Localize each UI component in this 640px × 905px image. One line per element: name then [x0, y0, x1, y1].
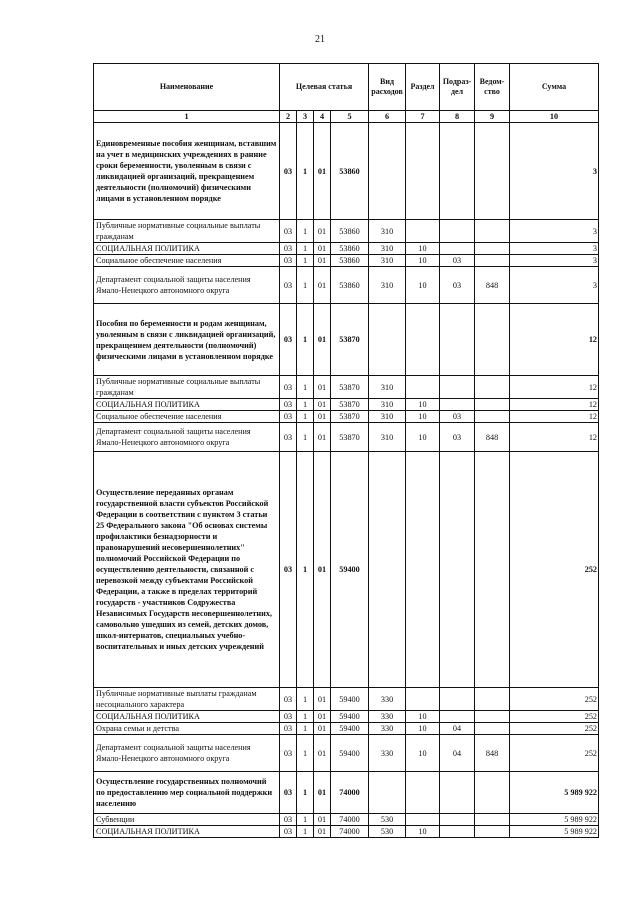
table-row	[94, 376, 599, 399]
cell-code-3: 01	[314, 814, 331, 826]
cell-kind	[369, 304, 406, 376]
cell-code-1: 03	[280, 723, 297, 735]
cell-kind: 530	[369, 814, 406, 826]
cell-code-3: 01	[314, 255, 331, 267]
cell-sum: 3	[510, 123, 599, 220]
cell-subsection: 04	[440, 723, 475, 735]
table-row	[94, 243, 599, 255]
cell-code-3: 01	[314, 399, 331, 411]
cell-code-2: 1	[297, 772, 314, 814]
cell-kind: 330	[369, 711, 406, 723]
cell-sum: 12	[510, 376, 599, 399]
cell-subsection	[440, 772, 475, 814]
cell-kind: 310	[369, 376, 406, 399]
cell-dept	[475, 688, 510, 711]
cell-section: 10	[406, 423, 440, 452]
cell-code-1: 03	[280, 423, 297, 452]
cell-section: 10	[406, 399, 440, 411]
cell-code-1: 03	[280, 411, 297, 423]
cell-section	[406, 376, 440, 399]
budget-table	[93, 63, 599, 838]
cell-code-2: 1	[297, 423, 314, 452]
cell-sum: 12	[510, 399, 599, 411]
cell-code-2: 1	[297, 399, 314, 411]
cell-subsection: 03	[440, 411, 475, 423]
cell-dept	[475, 376, 510, 399]
col-index: 7	[406, 111, 440, 123]
header-section: Раздел	[406, 64, 440, 111]
table-row	[94, 452, 599, 688]
cell-code-4: 53870	[331, 411, 369, 423]
cell-sum: 3	[510, 267, 599, 304]
cell-name: Публичные нормативные выплаты гражданам несоциального характера	[94, 688, 280, 711]
cell-code-2: 1	[297, 123, 314, 220]
col-index: 2	[280, 111, 297, 123]
cell-section	[406, 123, 440, 220]
cell-name: СОЦИАЛЬНАЯ ПОЛИТИКА	[94, 826, 280, 838]
cell-dept	[475, 411, 510, 423]
cell-code-1: 03	[280, 452, 297, 688]
cell-section: 10	[406, 711, 440, 723]
cell-name: Департамент социальной защиты населения Ямало-Ненецкого автономного округа	[94, 267, 280, 304]
header-target: Целевая статья	[280, 64, 369, 111]
cell-section: 10	[406, 826, 440, 838]
cell-code-1: 03	[280, 711, 297, 723]
cell-code-3: 01	[314, 243, 331, 255]
cell-code-1: 03	[280, 255, 297, 267]
cell-sum: 12	[510, 304, 599, 376]
col-index: 1	[94, 111, 280, 123]
cell-dept: 848	[475, 735, 510, 772]
cell-code-1: 03	[280, 267, 297, 304]
table-row	[94, 814, 599, 826]
cell-code-2: 1	[297, 304, 314, 376]
page-number: 21	[315, 34, 325, 45]
cell-code-3: 01	[314, 123, 331, 220]
cell-code-1: 03	[280, 243, 297, 255]
cell-dept	[475, 826, 510, 838]
cell-code-4: 59400	[331, 711, 369, 723]
cell-dept	[475, 452, 510, 688]
cell-kind	[369, 772, 406, 814]
cell-dept	[475, 772, 510, 814]
table-row	[94, 399, 599, 411]
cell-name: СОЦИАЛЬНАЯ ПОЛИТИКА	[94, 399, 280, 411]
cell-sum: 252	[510, 452, 599, 688]
cell-subsection: 04	[440, 735, 475, 772]
cell-name: Охрана семьи и детства	[94, 723, 280, 735]
header-sum: Сумма	[510, 64, 599, 111]
cell-kind: 310	[369, 243, 406, 255]
cell-sum: 5 989 922	[510, 826, 599, 838]
cell-section: 10	[406, 735, 440, 772]
cell-code-2: 1	[297, 411, 314, 423]
table-row	[94, 711, 599, 723]
cell-name: СОЦИАЛЬНАЯ ПОЛИТИКА	[94, 711, 280, 723]
cell-code-1: 03	[280, 376, 297, 399]
cell-kind: 310	[369, 267, 406, 304]
cell-section	[406, 304, 440, 376]
cell-code-4: 53860	[331, 255, 369, 267]
table-row	[94, 723, 599, 735]
cell-section: 10	[406, 723, 440, 735]
cell-code-3: 01	[314, 735, 331, 772]
cell-code-2: 1	[297, 826, 314, 838]
cell-code-3: 01	[314, 723, 331, 735]
cell-code-3: 01	[314, 376, 331, 399]
table-row	[94, 423, 599, 452]
col-index: 6	[369, 111, 406, 123]
cell-name: Публичные нормативные социальные выплаты гражданам	[94, 220, 280, 243]
cell-sum: 5 989 922	[510, 772, 599, 814]
cell-code-3: 01	[314, 411, 331, 423]
cell-sum: 252	[510, 735, 599, 772]
table-row	[94, 267, 599, 304]
cell-name: Социальное обеспечение населения	[94, 411, 280, 423]
cell-code-2: 1	[297, 735, 314, 772]
table-row	[94, 772, 599, 814]
cell-code-1: 03	[280, 735, 297, 772]
column-index-row	[94, 111, 599, 123]
table-row	[94, 255, 599, 267]
cell-sum: 252	[510, 711, 599, 723]
cell-subsection: 03	[440, 267, 475, 304]
cell-subsection	[440, 304, 475, 376]
cell-name: Осуществление государственных полномочий по предоставлению мер социальной поддержки населению	[94, 772, 280, 814]
cell-code-4: 53860	[331, 267, 369, 304]
cell-dept	[475, 220, 510, 243]
cell-section	[406, 814, 440, 826]
cell-sum: 12	[510, 411, 599, 423]
cell-section	[406, 772, 440, 814]
cell-code-4: 59400	[331, 688, 369, 711]
cell-dept: 848	[475, 267, 510, 304]
cell-code-3: 01	[314, 772, 331, 814]
col-index: 5	[331, 111, 369, 123]
cell-sum: 3	[510, 255, 599, 267]
cell-section	[406, 220, 440, 243]
cell-code-3: 01	[314, 826, 331, 838]
header-name: Наименование	[94, 64, 280, 111]
cell-kind: 530	[369, 826, 406, 838]
cell-sum: 3	[510, 220, 599, 243]
cell-name: Субвенции	[94, 814, 280, 826]
cell-kind: 310	[369, 423, 406, 452]
table-body	[94, 123, 599, 838]
cell-subsection	[440, 711, 475, 723]
col-index: 4	[314, 111, 331, 123]
cell-sum: 5 989 922	[510, 814, 599, 826]
cell-code-1: 03	[280, 399, 297, 411]
cell-kind: 330	[369, 735, 406, 772]
header-row	[94, 64, 599, 111]
cell-code-2: 1	[297, 376, 314, 399]
cell-code-1: 03	[280, 304, 297, 376]
cell-sum: 3	[510, 243, 599, 255]
cell-section: 10	[406, 255, 440, 267]
cell-code-3: 01	[314, 452, 331, 688]
cell-code-3: 01	[314, 711, 331, 723]
cell-code-4: 59400	[331, 723, 369, 735]
cell-kind	[369, 452, 406, 688]
cell-code-1: 03	[280, 772, 297, 814]
cell-code-2: 1	[297, 814, 314, 826]
cell-dept	[475, 123, 510, 220]
cell-code-1: 03	[280, 826, 297, 838]
cell-kind: 330	[369, 723, 406, 735]
cell-dept	[475, 399, 510, 411]
cell-code-1: 03	[280, 814, 297, 826]
cell-dept	[475, 711, 510, 723]
cell-code-4: 53860	[331, 123, 369, 220]
cell-name: Публичные нормативные социальные выплаты гражданам	[94, 376, 280, 399]
cell-name: Пособия по беременности и родам женщинам, уволенным в связи с ликвидацией организаций, прекращением деятельности (полномочий) физическими лицами в установленном порядке	[94, 304, 280, 376]
cell-section	[406, 688, 440, 711]
cell-code-1: 03	[280, 220, 297, 243]
cell-code-3: 01	[314, 267, 331, 304]
cell-name: Осуществление переданных органам государственной власти субъектов Российской Федерации в соответствии с пунктом 3 статьи 25 Федерального закона "Об основах системы профилактики безнадзорности и правонарушений несовершеннолетних" полномочий Российской Федерации по осуществлению деятельности, связанной с перевозкой между субъектами Российской Федерации, а также в пределах территорий государств - участников Содружества Независимых Государств несовершеннолетних, самовольно ушедших из семей, детских домов, школ-интернатов, специальных учебно-воспитательных и иных детских учреждений	[94, 452, 280, 688]
table-row	[94, 826, 599, 838]
cell-kind: 310	[369, 255, 406, 267]
cell-dept	[475, 814, 510, 826]
cell-code-4: 59400	[331, 452, 369, 688]
cell-kind: 310	[369, 399, 406, 411]
cell-code-4: 53860	[331, 220, 369, 243]
header-subsection: Подраз-дел	[440, 64, 475, 111]
cell-dept	[475, 243, 510, 255]
table-row	[94, 735, 599, 772]
cell-code-4: 59400	[331, 735, 369, 772]
cell-dept: 848	[475, 423, 510, 452]
col-index: 9	[475, 111, 510, 123]
cell-subsection	[440, 243, 475, 255]
cell-subsection: 03	[440, 423, 475, 452]
cell-code-4: 53870	[331, 399, 369, 411]
cell-section	[406, 452, 440, 688]
table-row	[94, 220, 599, 243]
cell-code-2: 1	[297, 452, 314, 688]
cell-subsection	[440, 399, 475, 411]
table-row	[94, 304, 599, 376]
cell-code-4: 74000	[331, 826, 369, 838]
cell-section: 10	[406, 243, 440, 255]
cell-code-2: 1	[297, 243, 314, 255]
cell-subsection	[440, 814, 475, 826]
cell-subsection	[440, 688, 475, 711]
cell-kind: 330	[369, 688, 406, 711]
cell-code-4: 53870	[331, 423, 369, 452]
cell-kind: 310	[369, 411, 406, 423]
header-kind: Вид расходов	[369, 64, 406, 111]
header-dept: Ведом-ство	[475, 64, 510, 111]
cell-code-2: 1	[297, 255, 314, 267]
cell-code-1: 03	[280, 123, 297, 220]
cell-code-4: 53860	[331, 243, 369, 255]
cell-code-3: 01	[314, 688, 331, 711]
cell-sum: 252	[510, 723, 599, 735]
cell-name: Департамент социальной защиты населения Ямало-Ненецкого автономного округа	[94, 735, 280, 772]
cell-name: Социальное обеспечение населения	[94, 255, 280, 267]
cell-code-2: 1	[297, 267, 314, 304]
cell-subsection	[440, 220, 475, 243]
cell-kind	[369, 123, 406, 220]
table-row	[94, 411, 599, 423]
cell-code-3: 01	[314, 304, 331, 376]
cell-code-2: 1	[297, 711, 314, 723]
cell-code-4: 53870	[331, 304, 369, 376]
table-row	[94, 123, 599, 220]
cell-code-4: 74000	[331, 814, 369, 826]
col-index: 10	[510, 111, 599, 123]
cell-name: Единовременные пособия женщинам, вставшим на учет в медицинских учреждениях в ранние сроки беременности, уволенным в связи с ликвидацией организаций, прекращением деятельности (полномочий) физическими лицами в установленном порядке	[94, 123, 280, 220]
table-row	[94, 688, 599, 711]
cell-section: 10	[406, 411, 440, 423]
cell-code-3: 01	[314, 220, 331, 243]
cell-code-1: 03	[280, 688, 297, 711]
cell-code-4: 74000	[331, 772, 369, 814]
cell-subsection: 03	[440, 255, 475, 267]
cell-dept	[475, 723, 510, 735]
cell-code-2: 1	[297, 220, 314, 243]
cell-subsection	[440, 123, 475, 220]
cell-code-2: 1	[297, 723, 314, 735]
cell-code-3: 01	[314, 423, 331, 452]
cell-sum: 252	[510, 688, 599, 711]
cell-kind: 310	[369, 220, 406, 243]
cell-dept	[475, 304, 510, 376]
cell-subsection	[440, 376, 475, 399]
cell-code-2: 1	[297, 688, 314, 711]
cell-name: Департамент социальной защиты населения Ямало-Ненецкого автономного округа	[94, 423, 280, 452]
cell-code-4: 53870	[331, 376, 369, 399]
col-index: 3	[297, 111, 314, 123]
cell-section: 10	[406, 267, 440, 304]
cell-name: СОЦИАЛЬНАЯ ПОЛИТИКА	[94, 243, 280, 255]
col-index: 8	[440, 111, 475, 123]
cell-subsection	[440, 452, 475, 688]
cell-dept	[475, 255, 510, 267]
cell-subsection	[440, 826, 475, 838]
cell-sum: 12	[510, 423, 599, 452]
